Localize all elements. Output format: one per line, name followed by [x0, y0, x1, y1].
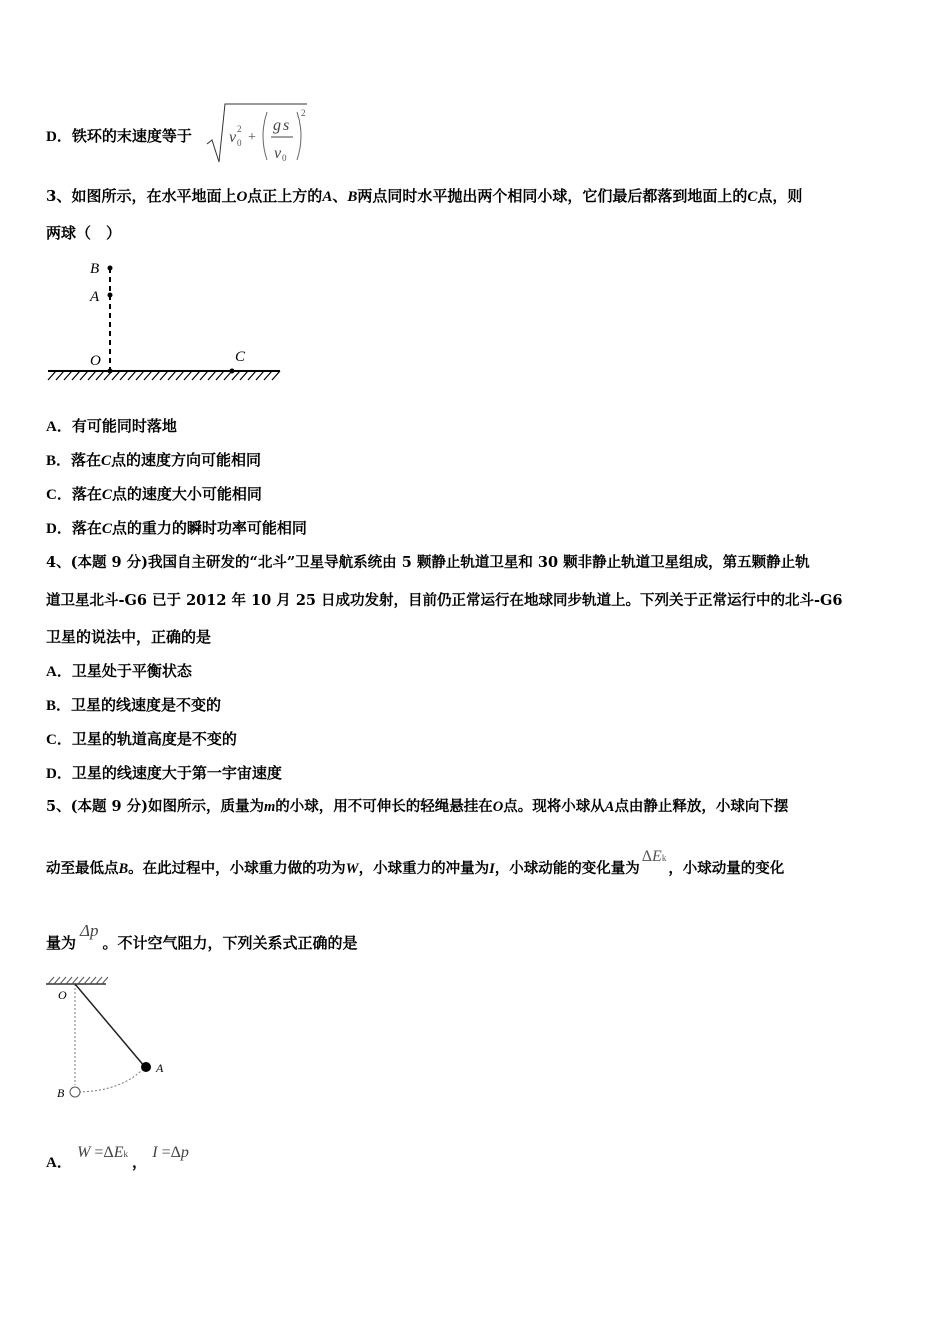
question-number: 4、 — [46, 554, 71, 571]
q4-stem-line1 — [46, 553, 810, 573]
option-text: 卫星处于平衡状态 — [71, 662, 192, 680]
ceiling-hatching — [48, 977, 108, 984]
stem-var: A — [322, 189, 333, 205]
option-text: 卫星的轨道高度是不变的 — [71, 730, 237, 748]
q5-stem-line3 — [46, 921, 358, 953]
q4-option-d — [46, 763, 282, 784]
formula-outer-sup2: 2 — [301, 108, 306, 118]
e-symbol: E — [652, 848, 662, 865]
stem-var: m — [264, 799, 276, 815]
q3-option-b — [46, 450, 261, 471]
option-text: 落在 — [71, 519, 102, 537]
option-text: 有可能同时落地 — [71, 417, 177, 435]
option-var: C — [101, 453, 112, 469]
q2-option-d — [46, 126, 192, 147]
swing-arc — [75, 1067, 145, 1092]
left-paren — [263, 112, 267, 160]
stem-text: 、 — [332, 187, 348, 205]
label-b: B — [90, 261, 100, 277]
delta-symbol: Δ — [641, 848, 653, 865]
q3-option-a — [46, 416, 177, 437]
w-symbol: W — [77, 1144, 91, 1161]
right-paren — [297, 112, 301, 160]
q5-stem-line2 — [46, 848, 785, 880]
option-var: C — [101, 521, 112, 537]
formula-denom-sub0: 0 — [282, 153, 287, 163]
label-b: B — [57, 1086, 65, 1100]
formula-g: g — [273, 117, 281, 134]
option-formula — [77, 1144, 132, 1161]
q4-option-b — [46, 695, 221, 716]
q3-option-d — [46, 518, 307, 539]
stem-text: ，小球重力的冲量为 — [358, 860, 490, 877]
point-b — [108, 266, 113, 271]
radical-sign — [207, 104, 307, 162]
stem-text: 点，则 — [757, 187, 803, 205]
q5-stem-line1 — [46, 797, 788, 817]
formula-v: v — [229, 129, 237, 146]
stem-var: O — [492, 799, 504, 815]
option-letter: D． — [46, 766, 72, 782]
ball-a — [141, 1062, 151, 1072]
option-text: 落在 — [71, 451, 102, 469]
option-text: 卫星的线速度大于第一宇宙速度 — [71, 764, 282, 782]
stem-text: 量为 — [46, 934, 77, 952]
option-letter: D． — [46, 521, 72, 537]
formula-sup2: 2 — [237, 124, 242, 134]
stem-text: 。不计空气阻力，下列关系式正确的是 — [102, 934, 358, 952]
rope — [75, 984, 145, 1067]
option-letter: A． — [46, 664, 72, 680]
q4-stem-line3: 卫星的说法中，正确的是 — [46, 628, 212, 646]
option-text: 点的重力的瞬时功率可能相同 — [111, 519, 307, 537]
stem-text: 如图所示，在水平地面上 — [71, 187, 237, 205]
stem-var: C — [747, 189, 758, 205]
stem-text: ，小球动能的变化量为 — [494, 860, 640, 877]
stem-text: 动至最低点 — [46, 860, 119, 877]
ball-b-position — [70, 1087, 80, 1097]
formula-plus: + — [248, 130, 256, 145]
q3-figure — [44, 255, 284, 385]
stem-text: 点由静止释放，小球向下摆 — [614, 798, 789, 815]
q5-figure — [42, 972, 182, 1107]
q2-formula — [205, 100, 315, 170]
i-symbol: I — [152, 1144, 158, 1161]
stem-var: I — [489, 861, 495, 877]
option-comma: ， — [132, 1153, 148, 1171]
option-text: 点的速度方向可能相同 — [111, 451, 262, 469]
stem-var: B — [118, 861, 129, 877]
stem-text: ，小球动量的变化 — [668, 860, 785, 877]
stem-text: 点正上方的 — [247, 187, 323, 205]
k-subscript: k — [123, 1149, 128, 1159]
option-letter: C． — [46, 487, 72, 503]
option-text: 卫星的线速度是不变的 — [71, 696, 222, 714]
option-formula-2 — [152, 1144, 189, 1161]
q4-option-c — [46, 729, 237, 750]
p-symbol: p — [180, 1144, 189, 1161]
option-letter: C． — [46, 732, 72, 748]
label-c: C — [235, 349, 246, 365]
q3-stem-line1 — [46, 186, 802, 207]
stem-text: 两点同时水平抛出两个相同小球，它们最后都落到地面上的 — [357, 187, 748, 205]
equals-delta: =Δ — [94, 1144, 114, 1161]
question-number: 3、 — [46, 187, 72, 205]
stem-text: 。在此过程中，小球重力做的功为 — [128, 860, 346, 877]
stem-text: 的小球，用不可伸长的轻绳悬挂在 — [275, 798, 493, 815]
e-symbol: E — [113, 1144, 124, 1161]
stem-text: 点。现将小球从 — [503, 798, 605, 815]
option-text: 落在 — [71, 485, 102, 503]
formula-sub0: 0 — [237, 138, 242, 148]
stem-var: W — [345, 861, 359, 877]
q3-option-c — [46, 484, 262, 505]
stem-text: (本题 9 分)我国自主研发的“北斗”卫星导航系统由 5 颗静止轨道卫星和 30 颗非静止轨道卫星组成，第五颗静止轨 — [70, 554, 810, 571]
k-subscript: k — [661, 853, 667, 863]
equals-delta: =Δ — [161, 1144, 181, 1161]
stem-var: B — [347, 189, 358, 205]
option-letter: B． — [46, 698, 72, 714]
q4-option-a — [46, 661, 192, 682]
option-letter: A． — [46, 1155, 72, 1171]
option-letter: D． — [46, 129, 72, 145]
option-letter: B． — [46, 453, 72, 469]
formula-v-denom: v — [274, 145, 282, 162]
delta-ek-symbol — [642, 848, 667, 865]
ground-hatching — [48, 371, 280, 380]
stem-var: O — [236, 189, 248, 205]
option-letter: A． — [46, 419, 72, 435]
option-text: 点的速度大小可能相同 — [111, 485, 262, 503]
label-a: A — [156, 1061, 164, 1075]
q3-stem-line2: 两球（ ） — [46, 224, 122, 242]
delta-p-symbol: Δp — [80, 921, 99, 940]
label-o: O — [58, 988, 67, 1002]
q5-option-a — [46, 1144, 189, 1174]
point-a — [108, 293, 113, 298]
stem-text: (本题 9 分)如图所示，质量为 — [70, 798, 264, 815]
stem-var: A — [604, 799, 615, 815]
option-text: 铁环的末速度等于 — [71, 127, 192, 145]
question-number: 5、 — [46, 798, 71, 815]
label-a: A — [90, 289, 100, 305]
label-o: O — [90, 353, 101, 369]
q4-stem-line2: 道卫星北斗-G6 已于 2012 年 10 月 25 日成功发射，目前仍正常运行在地球同步轨道上。下列关于正常运行中的北斗-G6 — [46, 592, 843, 609]
formula-s: s — [283, 117, 290, 134]
option-var: C — [101, 487, 112, 503]
